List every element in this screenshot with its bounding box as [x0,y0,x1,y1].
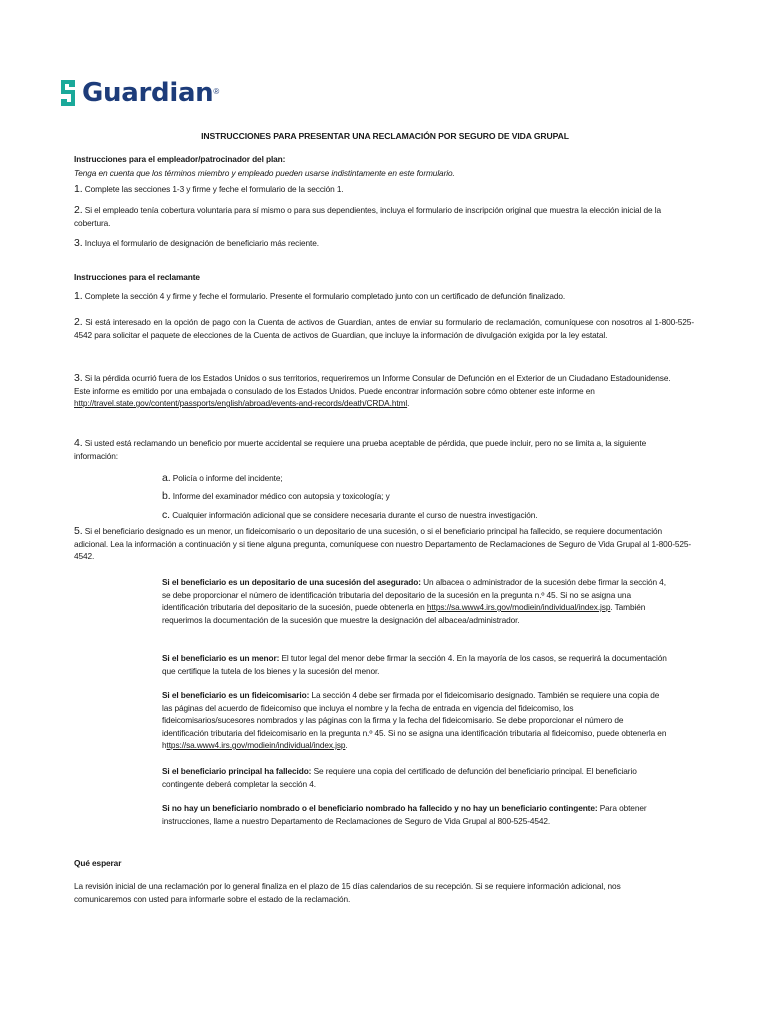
employer-item-3: 3. Incluya el formulario de designación de beneficiario más reciente. [74,237,319,249]
subitem-c: c. Cualquier información adicional que se considere necesaria durante el curso de nuestra investigación. [162,509,538,521]
crda-link[interactable]: http://travel.state.gov/content/passports/english/abroad/events-and-records/death/CRDA.html [74,398,408,408]
subitem-a: a. Policía o informe del incidente; [162,472,283,484]
subitem-b: b. Informe del examinador médico con autopsia y toxicología; y [162,490,390,502]
employer-item-1: 1. Complete las secciones 1-3 y firme y feche el formulario de la sección 1. [74,183,344,195]
claimant-item-3: 3. Si la pérdida ocurrió fuera de los Estados Unidos o sus territorios, requeriremos un Informe Consular de Defunción en el Exterior de un Ciudadano Estadounidense. Este informe es emitido por una embajada o consulado de los Estados Unidos. Puede encontrar información sobre cómo obtener este informe en http://travel.state.gov/content/passports/english/abroad/events-and-records/death/CRDA.html. [74,372,671,408]
case-estate: Si el beneficiario es un depositario de una sucesión del asegurado: Un albacea o administrador de la sucesión debe firmar la sección 4, se debe proporcionar el número de identificación tributaria del depositario de la sucesión en la pregunta n.º 45. Si no se asigna una identificación tributaria del depositario de la sucesión, puede obtenerla en https://sa.www4.irs.gov/modiein/individual/index.jsp. También requerimos la documentación de la sucesión que muestre la designación del albacea/administrador. [162,577,666,625]
guardian-logo [57,78,219,108]
logo-registered-mark: ® [213,86,220,96]
expect-heading: Qué esperar [74,858,122,868]
irs-link-estate[interactable]: https://sa.www4.irs.gov/modiein/individual/index.jsp [426,602,611,612]
claimant-item-4: 4. Si usted está reclamando un beneficio por muerte accidental se requiere una prueba aceptable de pérdida, que puede incluir, pero no se limita a, la siguiente información: [74,437,647,461]
page-title: INSTRUCCIONES PARA PRESENTAR UNA RECLAMACIÓN POR SEGURO DE VIDA GRUPAL [201,131,569,141]
claimant-heading: Instrucciones para el reclamante [74,272,200,282]
employer-item-2: 2. Si el empleado tenía cobertura voluntaria para sí mismo o para sus dependientes, incluya el formulario de inscripción original que muestra la elección inicial de la cobertura. [74,204,662,228]
case-minor: Si el beneficiario es un menor: El tutor legal del menor debe firmar la sección 4. En la mayoría de los casos, se requerirá la documentación que certifique la tutela de los bienes y la sucesión del menor. [162,653,667,676]
case-deceased: Si el beneficiario principal ha fallecido: Se requiere una copia del certificado de defunción del beneficiario principal. El beneficiario contingente deberá completar la sección 4. [162,766,637,789]
guardian-shield-icon [57,78,79,108]
irs-link-trustee[interactable]: ttps://sa.www4.irs.gov/modiein/individual/index.jsp [166,740,346,750]
case-no-beneficiary: Si no hay un beneficiario nombrado o el beneficiario nombrado ha fallecido y no hay un beneficiario contingente: Para obtener instrucciones, llame a nuestro Departamento de Reclamaciones de Seguro de Vida Grupal al 800-525-4542. [162,803,647,826]
claimant-item-5: 5. Si el beneficiario designado es un menor, un fideicomisario o un depositario de una sucesión, o si el beneficiario principal ha fallecido, se requiere documentación adicional. Lea la información a continuación y si tiene alguna pregunta, comuníquese con nuestro Departamento de Reclamaciones de Seguro de Vida Grupal al 1-800-525-4542. [74,525,692,561]
employer-heading: Instrucciones para el empleador/patrocinador del plan: [74,154,286,164]
logo-text: Guardian [82,78,214,108]
claimant-item-2: 2. Si está interesado en la opción de pago con la Cuenta de activos de Guardian, antes de enviar su formulario de reclamación, comuníquese con nosotros al 1-800-525-4542 para solicitar el paquete de elecciones de la Cuenta de activos de Guardian, que incluye la información de divulgación exigida por la ley estatal. [74,316,694,340]
claimant-item-1: 1. Complete la sección 4 y firme y feche el formulario. Presente el formulario completado junto con un certificado de defunción finalizado. [74,290,566,302]
employer-note: Tenga en cuenta que los términos miembro y empleado pueden usarse indistintamente en este formulario. [74,168,455,178]
expect-text: La revisión inicial de una reclamación por lo general finaliza en el plazo de 15 días calendarios de su recepción. Si se requiere información adicional, nos comunicaremos con usted para informarle sobre el estado de la reclamación. [74,881,621,904]
case-trustee: Si el beneficiario es un fideicomisario: La sección 4 debe ser firmada por el fideicomisario designado. También se requiere una copia de las páginas del acuerdo de fideicomiso que incluya el nombre y la fecha de entrada en vigencia del fideicomiso, los fideicomisarios/sucesores nombrados y las páginas con la firma y la fecha del fideicomisario. Se debe proporcionar el número de identificación tributaria del fideicomisario en la pregunta n.º 45. Si no se asigna una identificación tributaria al fideicomiso, puede obtenerla en https://sa.www4.irs.gov/modiein/individual/index.jsp. [162,690,667,750]
